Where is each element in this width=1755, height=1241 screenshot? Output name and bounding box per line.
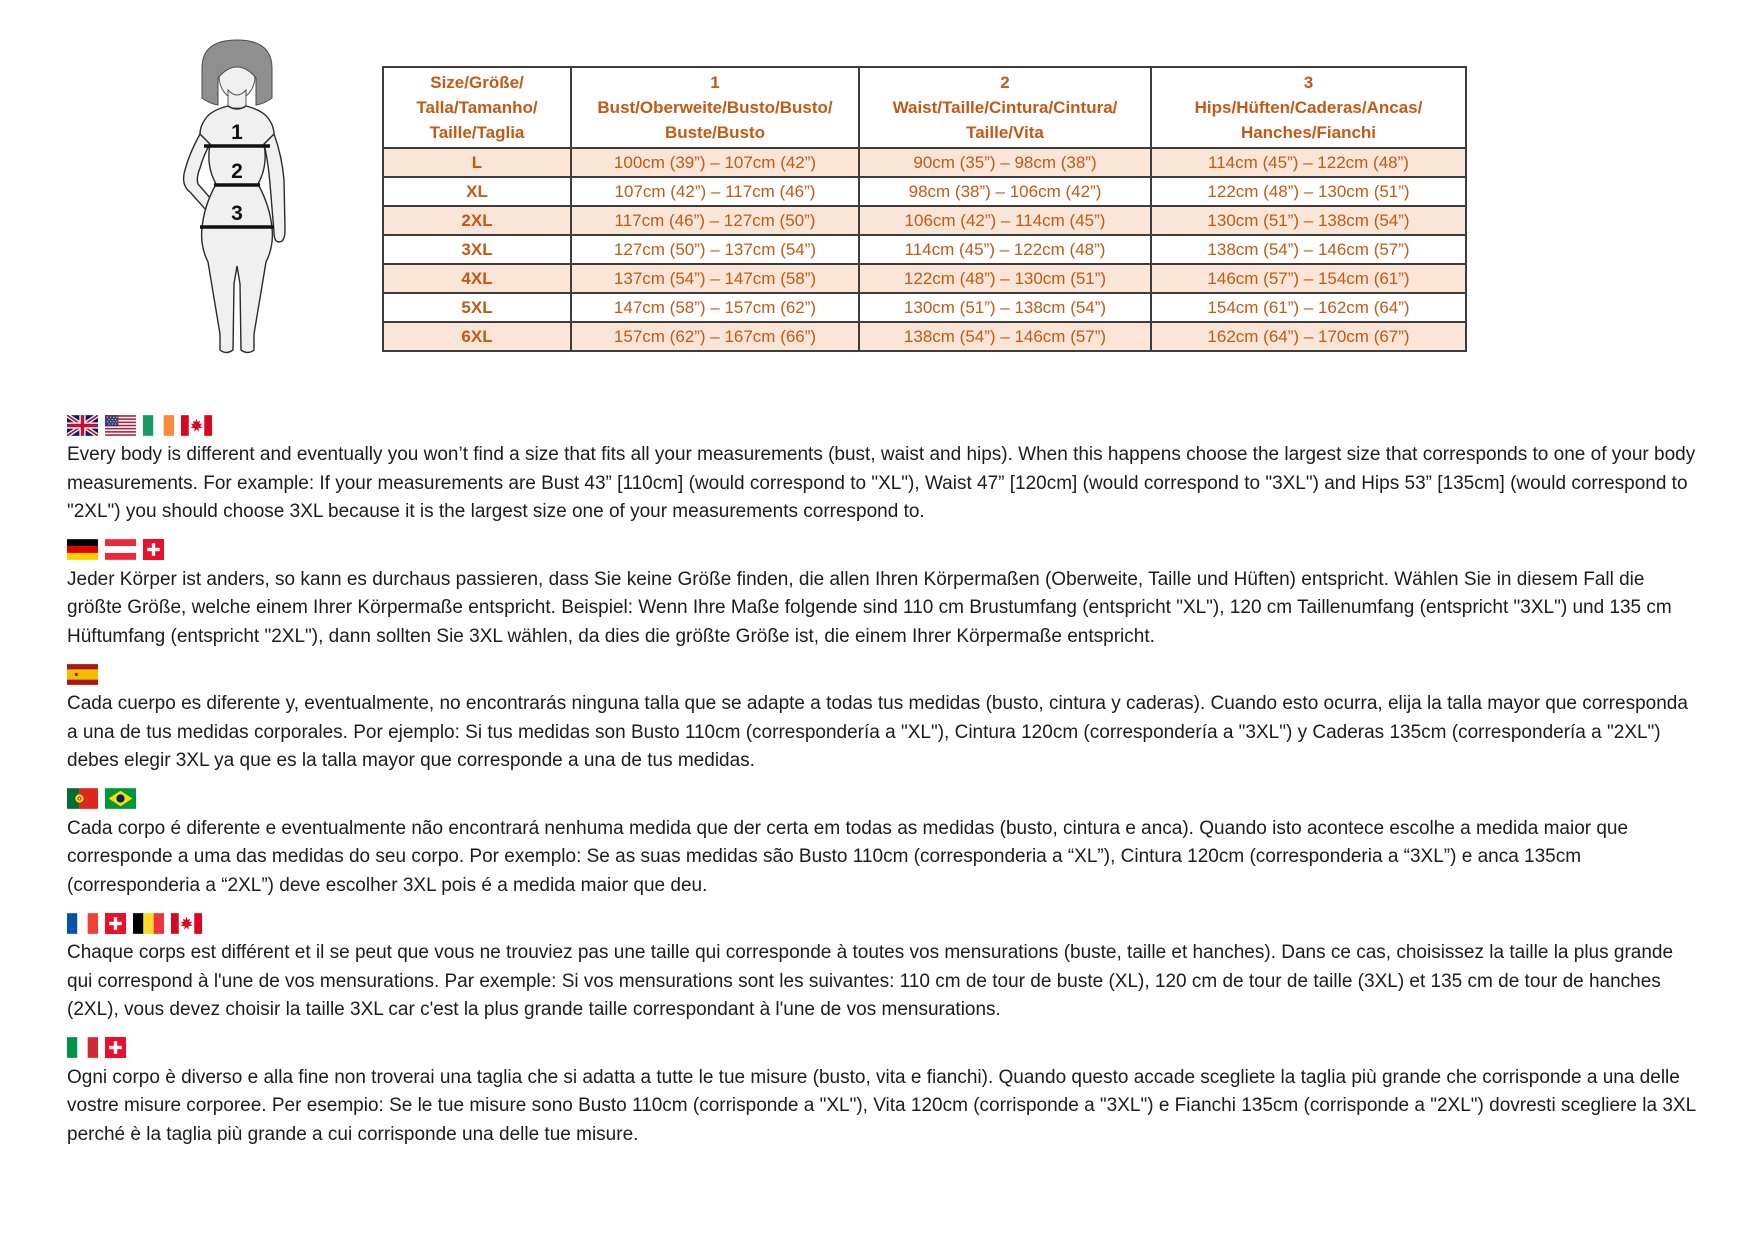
- header-area: [0, 0, 1755, 368]
- text-spanish: Cada cuerpo es diferente y, eventualmente, no encontrarás ninguna talla que se adapte a todas tus medidas (busto, cintura y caderas). Cuando esto ocurra, elija la talla mayor que corresponda a una de tus medidas corporales. Por ejemplo: Si tus medidas son Busto 110cm (correspondería a "XL"), Cintura 120cm (correspondería a "3XL") y Caderas 135cm (correspondería a "2XL") debes elegir 3XL ya que es la talla mayor que corresponde a una de tus medidas.: [67, 693, 1688, 771]
- col-header-size-line: Size/Größe/: [430, 73, 524, 92]
- flag-row-english: [67, 414, 1697, 436]
- bust-cell: 107cm (42”) – 117cm (46”): [571, 177, 859, 206]
- waist-cell: 138cm (54”) – 146cm (57”): [859, 322, 1151, 351]
- bust-cell: 147cm (58”) – 157cm (62”): [571, 293, 859, 322]
- col-header-hips: [1151, 67, 1466, 148]
- flag-canada-icon: [181, 415, 212, 436]
- section-english: [67, 414, 1697, 527]
- bust-cell: 157cm (62”) – 167cm (66”): [571, 322, 859, 351]
- text-french: Chaque corps est différent et il se peut que vous ne trouviez pas une taille qui corresponde à toutes vos mensurations (buste, taille et hanches). Dans ce cas, choisissez la taille la plus grande qui correspond à l'une de vos mensurations. Par exemple: Si vos mensurations sont les suivantes: 110 cm de tour de buste (XL), 120 cm de tour de taille (3XL) et 135 cm de tour de hanches (2XL), vous devez choisir la taille 3XL car c'est la plus grande taille correspondant à l'une de vos mensurations.: [67, 942, 1674, 1020]
- waist-cell: 122cm (48”) – 130cm (51”): [859, 264, 1151, 293]
- flag-brazil-icon: [105, 788, 136, 809]
- size-cell: 4XL: [383, 264, 571, 293]
- section-portuguese: [67, 788, 1697, 901]
- col-header-bust-number: 1: [710, 73, 720, 92]
- col-header-hips-line: Hips/Hüften/Caderas/Ancas/: [1194, 98, 1423, 117]
- flag-ireland-icon: [143, 415, 174, 436]
- hips-cell: 154cm (61”) – 162cm (64”): [1151, 293, 1466, 322]
- section-french: [67, 912, 1697, 1025]
- body-measurement-figure: [142, 34, 332, 364]
- flag-switzerland-icon: [143, 539, 164, 560]
- flag-belgium-icon: [133, 913, 164, 934]
- hips-cell: 162cm (64”) – 170cm (67”): [1151, 322, 1466, 351]
- hips-cell: 114cm (45”) – 122cm (48”): [1151, 148, 1466, 177]
- bust-cell: 127cm (50”) – 137cm (54”): [571, 235, 859, 264]
- text-italian: Ogni corpo è diverso e alla fine non troverai una taglia che si adatta a tutte le tue misure (busto, vita e fianchi). Quando questo accade scegliete la taglia più grande che corrisponde a una delle vostre misure corporee. Per esempio: Se le tue misure sono Busto 110cm (corrisponde a "XL"), Vita 120cm (corrisponde a "3XL") e Fianchi 135cm (corrisponde a "2XL") dovresti scegliere la 3XL perché è la taglia più grande a cui corrisponde una delle tue misure.: [67, 1066, 1696, 1145]
- size-table: [382, 66, 1467, 352]
- col-header-hips-number: 3: [1303, 73, 1314, 92]
- flag-row-spanish: [67, 663, 1697, 685]
- waist-line-label: 2: [231, 160, 243, 183]
- size-row-3xl: [383, 235, 1466, 264]
- col-header-bust: [571, 67, 859, 148]
- col-header-hips-line: Hanches/Fianchi: [1240, 123, 1377, 142]
- size-row-xl: [383, 177, 1466, 206]
- size-cell: L: [383, 148, 571, 177]
- size-cell: 2XL: [383, 206, 571, 235]
- bust-cell: 117cm (46”) – 127cm (50”): [571, 206, 859, 235]
- hips-cell: 146cm (57”) – 154cm (61”): [1151, 264, 1466, 293]
- flag-austria-icon: [105, 539, 136, 560]
- col-header-waist-line: Waist/Taille/Cintura/Cintura/: [892, 98, 1118, 117]
- flag-uk-icon: [67, 415, 98, 436]
- flag-switzerland-icon: [105, 1037, 126, 1058]
- size-table-header-row: [383, 67, 1466, 148]
- hips-cell: 138cm (54”) – 146cm (57”): [1151, 235, 1466, 264]
- flag-portugal-icon: [67, 788, 98, 809]
- size-row-6xl: [383, 322, 1466, 351]
- waist-cell: 130cm (51”) – 138cm (54”): [859, 293, 1151, 322]
- section-italian: [67, 1037, 1697, 1150]
- hips-cell: 130cm (51”) – 138cm (54”): [1151, 206, 1466, 235]
- col-header-waist-line: Taille/Vita: [966, 123, 1044, 142]
- text-portuguese: Cada corpo é diferente e eventualmente não encontrará nenhuma medida que der certa em todas as medidas (busto, cintura e anca). Quando isto acontece escolhe a medida maior que corresponde a uma das medidas do seu corpo. Por exemplo: Se as suas medidas são Busto 110cm (corresponderia a “XL”), Cintura 120cm (corresponderia a “3XL”) e anca 135cm (corresponderia a “2XL”) deve escolher 3XL pois é a medida maior que deu.: [67, 817, 1629, 896]
- language-sections: [0, 368, 1755, 1149]
- flag-row-italian: [67, 1037, 1697, 1059]
- flag-canada-icon: [171, 913, 202, 934]
- flag-row-portuguese: [67, 788, 1697, 810]
- col-header-waist-number: 2: [1000, 73, 1010, 92]
- text-german: Jeder Körper ist anders, so kann es durchaus passieren, dass Sie keine Größe finden, die allen Ihren Körpermaßen (Oberweite, Taille und Hüften) entspricht. Wählen Sie in diesem Fall die größte Größe, welche einem Ihrer Körpermaße entspricht. Beispiel: Wenn Ihre Maße folgende sind 110 cm Brustumfang (entspricht "XL"), 120 cm Taillenumfang (entspricht "3XL") und 135 cm Hüftumfang (entspricht "2XL"), dann sollten Sie 3XL wählen, da dies die größte Größe ist, die einem Ihrer Körpermaße entspricht.: [67, 568, 1672, 647]
- col-header-size-line: Taille/Taglia: [429, 123, 525, 142]
- hips-cell: 122cm (48”) – 130cm (51”): [1151, 177, 1466, 206]
- section-spanish: [67, 663, 1697, 776]
- text-english: Every body is different and eventually you won’t find a size that fits all your measurements (bust, waist and hips). When this happens choose the largest size that corresponds to one of your body measurements. For example: If your measurements are Bust 43” [110cm] (would correspond to "XL"), Waist 47” [120cm] (would correspond to "3XL") and Hips 53” [135cm] (would correspond to "2XL") you should choose 3XL because it is the largest size one of your measurements correspond to.: [67, 444, 1696, 522]
- flag-row-german: [67, 539, 1697, 561]
- flag-spain-icon: [67, 664, 98, 685]
- bust-line-label: 1: [231, 121, 243, 144]
- flag-germany-icon: [67, 539, 98, 560]
- size-cell: 6XL: [383, 322, 571, 351]
- hips-line-label: 3: [231, 202, 243, 225]
- flag-row-french: [67, 912, 1697, 934]
- size-row-2xl: [383, 206, 1466, 235]
- col-header-size-line: Talla/Tamanho/: [416, 98, 538, 117]
- size-cell: 5XL: [383, 293, 571, 322]
- size-row-4xl: [383, 264, 1466, 293]
- section-german: [67, 539, 1697, 652]
- bust-cell: 100cm (39”) – 107cm (42”): [571, 148, 859, 177]
- waist-cell: 114cm (45”) – 122cm (48”): [859, 235, 1151, 264]
- flag-switzerland-icon: [105, 913, 126, 934]
- waist-cell: 90cm (35”) – 98cm (38”): [859, 148, 1151, 177]
- col-header-bust-line: Buste/Busto: [664, 123, 766, 142]
- flag-france-icon: [67, 913, 98, 934]
- size-cell: XL: [383, 177, 571, 206]
- size-cell: 3XL: [383, 235, 571, 264]
- flag-italy-icon: [67, 1037, 98, 1058]
- waist-cell: 106cm (42”) – 114cm (45”): [859, 206, 1151, 235]
- col-header-size: [383, 67, 571, 148]
- size-row-5xl: [383, 293, 1466, 322]
- bust-cell: 137cm (54”) – 147cm (58”): [571, 264, 859, 293]
- waist-cell: 98cm (38”) – 106cm (42”): [859, 177, 1151, 206]
- flag-usa-icon: [105, 415, 136, 436]
- size-row-l: [383, 148, 1466, 177]
- col-header-bust-line: Bust/Oberweite/Busto/Busto/: [597, 98, 833, 117]
- col-header-waist: [859, 67, 1151, 148]
